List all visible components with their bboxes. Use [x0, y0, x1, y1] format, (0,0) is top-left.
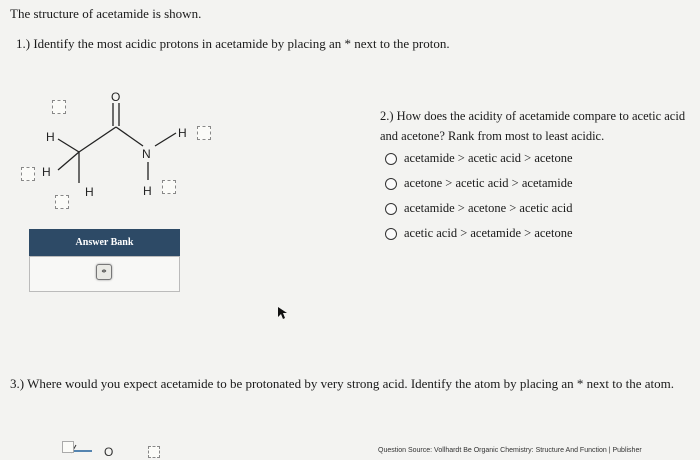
atom-h-n-right: H — [178, 126, 187, 140]
atom-n: N — [142, 147, 151, 161]
atom-h-left: H — [42, 165, 51, 179]
atom-h-n-bottom: H — [143, 184, 152, 198]
question-2-text: 2.) How does the acidity of acetamide compare to acetic acid and acetone? Rank from most to least acidic. — [380, 109, 686, 143]
radio-icon[interactable] — [385, 228, 397, 240]
bond-c-c — [79, 127, 116, 152]
atom-h-bottom: H — [85, 185, 94, 199]
option-4-label: acetic acid > acetamide > acetone — [404, 226, 573, 240]
bond-c-h-top — [58, 139, 79, 152]
option-3-label: acetamide > acetone > acetic acid — [404, 201, 573, 215]
drop-zone-h-left[interactable] — [21, 167, 35, 181]
drop-zone-h-n-right[interactable] — [197, 126, 211, 140]
option-1[interactable] — [385, 146, 573, 171]
option-1-label: acetamide > acetic acid > acetone — [404, 151, 573, 165]
answer-bank-title: Answer Bank — [75, 237, 134, 248]
answer-bank-header — [29, 229, 180, 256]
drop-zone-h-bottom[interactable] — [55, 195, 69, 209]
drop-zone-o-fragment[interactable] — [148, 446, 160, 458]
atom-o-fragment: O — [104, 445, 114, 459]
mouse-cursor-icon — [277, 306, 287, 320]
intro-text: The structure of acetamide is shown. — [10, 6, 202, 21]
question-1-text: 1.) Identify the most acidic protons in acetamide by placing an * next to the proton. — [16, 36, 450, 51]
answer-bank — [29, 256, 180, 292]
option-2-label: acetone > acetic acid > acetamide — [404, 176, 573, 190]
drop-zone-fragment-left[interactable] — [62, 441, 74, 453]
atom-h-top: H — [46, 130, 55, 144]
asterisk-token[interactable]: * — [96, 264, 112, 280]
radio-icon[interactable] — [385, 178, 397, 190]
question-source: Question Source: Vollhardt Be Organic Chemistry: Structure And Function | Publisher — [378, 447, 642, 454]
bond-c-h-left — [58, 152, 79, 170]
option-2[interactable] — [385, 171, 573, 196]
question-2-options — [385, 146, 573, 246]
drop-zone-h-n-bottom[interactable] — [162, 180, 176, 194]
question-3-text: 3.) Where would you expect acetamide to be protonated by very strong acid. Identify the atom by placing an * next to the atom. — [10, 376, 674, 391]
option-4[interactable] — [385, 221, 573, 246]
bond-n-h-right — [155, 133, 176, 146]
atom-o: O — [111, 90, 121, 104]
bond-c-n — [116, 127, 143, 146]
drop-zone-h-top[interactable] — [52, 100, 66, 114]
radio-icon[interactable] — [385, 203, 397, 215]
option-3[interactable] — [385, 196, 573, 221]
radio-icon[interactable] — [385, 153, 397, 165]
